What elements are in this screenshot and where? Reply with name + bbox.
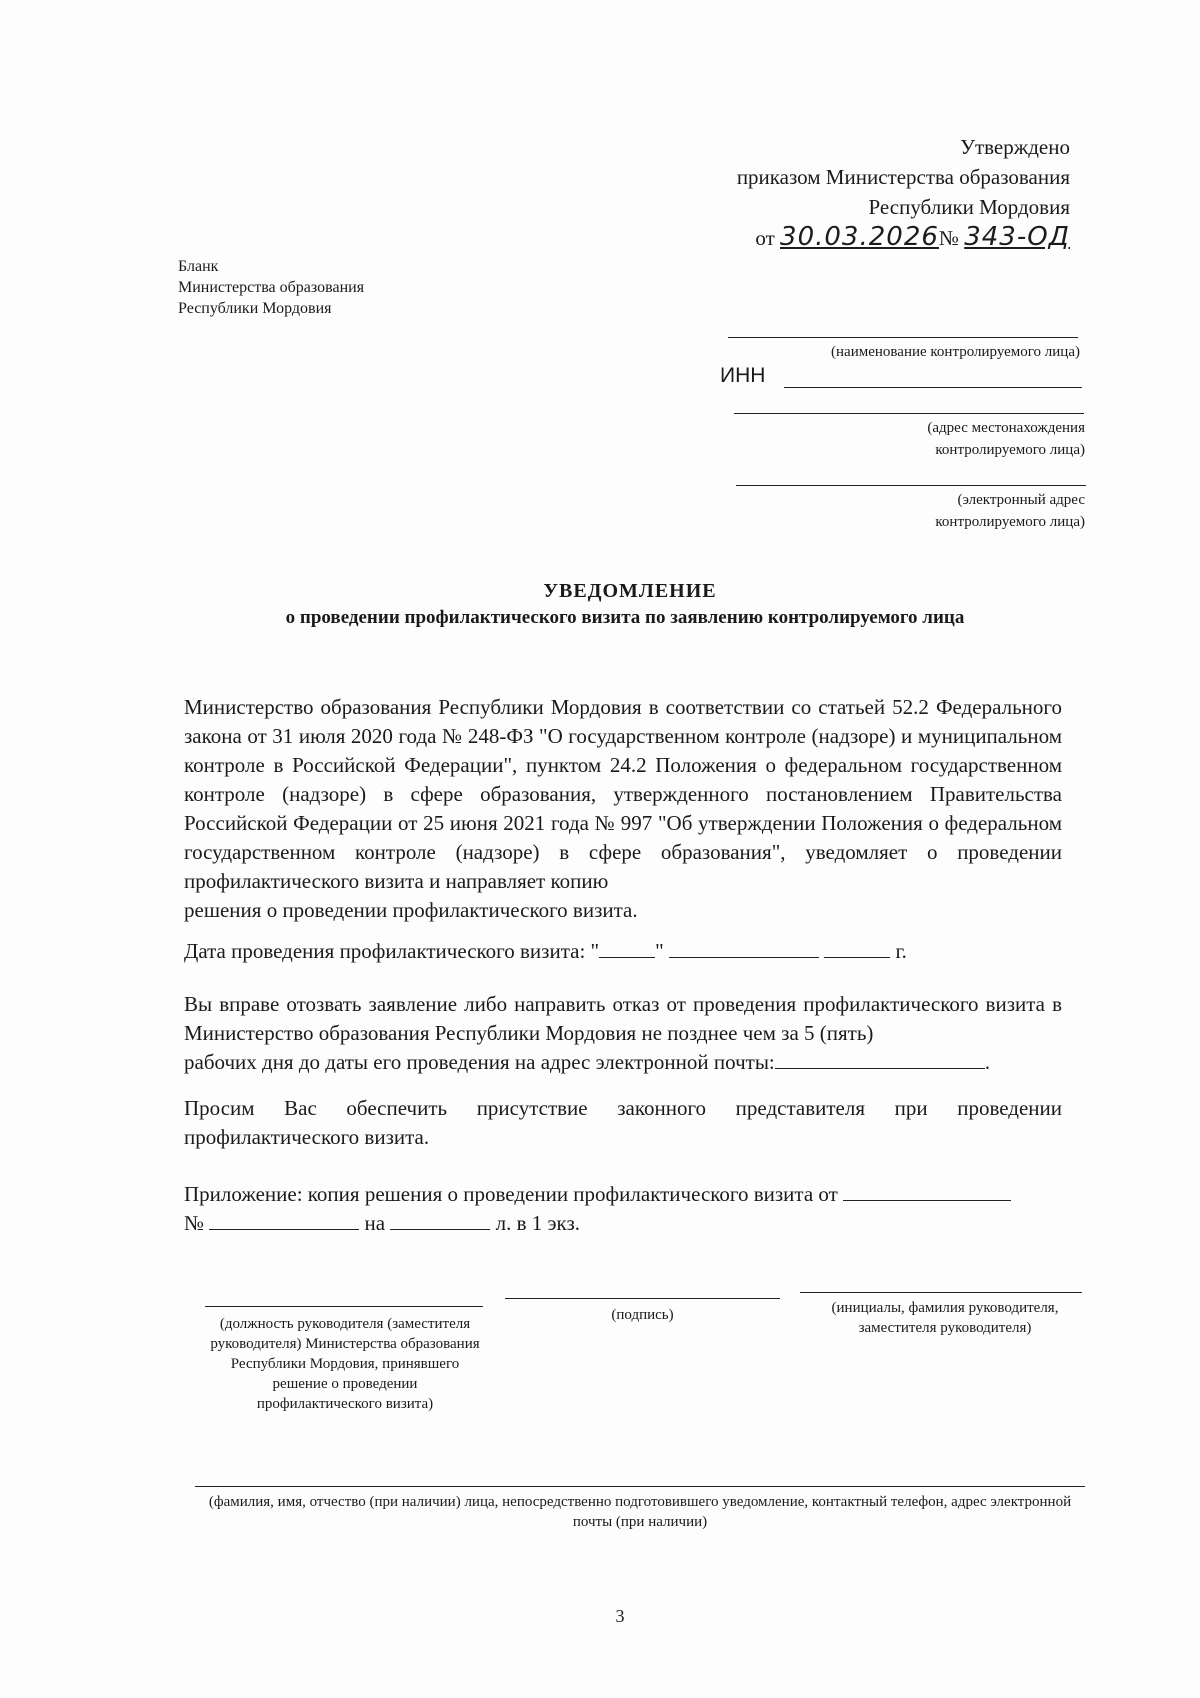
attachment-tail: л. в 1 экз.	[495, 1211, 580, 1235]
addressee-address-caption-2: контролируемого лица)	[935, 442, 1085, 458]
approval-block	[550, 132, 1070, 253]
addressee-address-line[interactable]	[734, 413, 1084, 414]
approval-date-line	[550, 222, 1070, 253]
withdrawal-email-field[interactable]	[775, 1050, 985, 1069]
paragraph-withdrawal-last-line	[184, 1048, 1062, 1077]
preparer-line[interactable]	[195, 1486, 1085, 1487]
approval-number-handwritten: 343-ОД	[964, 222, 1070, 252]
paragraph-representative	[184, 1094, 1062, 1152]
attachment-number-symbol: №	[184, 1211, 205, 1235]
addressee-address-caption-1: (адрес местонахождения	[927, 420, 1085, 436]
letterhead-ministry: Министерства образования	[178, 279, 365, 296]
attachment-line-2	[184, 1209, 1062, 1238]
visit-date-label: Дата проведения профилактического визита: "	[184, 939, 600, 963]
approval-date-prefix: от	[755, 226, 775, 250]
signature-caption: (подпись)	[611, 1307, 674, 1323]
visit-date-suffix: г.	[895, 939, 907, 963]
paragraph-withdrawal-text: Вы вправе отозвать заявление либо направить отказ от проведения профилактического визита в Министерство образования Республики Мордовия не позднее чем за 5 (пять)	[184, 992, 1062, 1045]
letterhead-region: Республики Мордовия	[178, 300, 332, 317]
signature-line[interactable]	[505, 1298, 780, 1299]
visit-date-month-field[interactable]	[669, 939, 819, 958]
paragraph-withdrawal-end: .	[984, 1050, 991, 1074]
initials-caption: (инициалы, фамилия руководителя, заместителя руководителя)	[831, 1300, 1059, 1336]
visit-date-year-field[interactable]	[824, 939, 890, 958]
attachment-date-field[interactable]	[843, 1182, 1011, 1201]
approval-number-symbol: №	[938, 226, 959, 250]
paragraph-representative-text: Просим Вас обеспечить присутствие законного представителя при проведении	[184, 1096, 1062, 1120]
approval-date-handwritten: 30.03.2026	[780, 222, 939, 252]
attachment-pages-field[interactable]	[390, 1211, 490, 1230]
paragraph-legal-basis-last-line: решения о проведении профилактического визита.	[184, 898, 638, 922]
attachment-number-field[interactable]	[209, 1211, 359, 1230]
preparer-caption: (фамилия, имя, отчество (при наличии) лица, непосредственно подготовившего уведомление, контактный телефон, адрес электронной почты (при наличии)	[208, 1494, 1072, 1530]
attachment-label: Приложение: копия решения о проведении профилактического визита от	[184, 1182, 838, 1206]
addressee-name-line[interactable]	[728, 337, 1078, 338]
document-title: УВЕДОМЛЕНИЕ	[543, 580, 717, 602]
approval-order: приказом Министерства образования	[736, 165, 1070, 189]
paragraph-withdrawal	[184, 990, 1062, 1077]
position-caption: (должность руководителя (заместителя руководителя) Министерства образования Республики Мордовия, принявшего решение о проведении профилактического визита)	[210, 1316, 480, 1412]
addressee-email-caption-2: контролируемого лица)	[935, 514, 1085, 530]
attachment-line-1	[184, 1180, 1062, 1209]
approval-title: Утверждено	[960, 135, 1070, 159]
visit-date-day-field[interactable]	[599, 939, 655, 958]
letterhead-blank: Бланк	[178, 258, 219, 275]
inn-label: ИНН	[720, 364, 766, 387]
letterhead-block	[178, 256, 364, 319]
paragraph-withdrawal-email-label: рабочих дня до даты его проведения на адрес электронной почты:	[184, 1050, 775, 1074]
page-number: 3	[615, 1606, 625, 1626]
paragraph-legal-basis-text: Министерство образования Республики Мордовия в соответствии со статьей 52.2 Федерального закона от 31 июля 2020 года № 248-ФЗ "О государственном контроле (надзоре) и муниципальном контроле в Российской Федерации", пунктом 24.2 Положения о федеральном государственном контроле (надзоре) в сфере образования, утвержденного постановлением Правительства Российской Федерации от 25 июня 2021 года № 997 "Об утверждении Положения о федеральном государственном контроле (надзоре) в сфере образования", уведомляет о проведении профилактического визита и направляет копию	[184, 695, 1062, 893]
inn-line[interactable]	[784, 387, 1082, 388]
visit-date-quote-close: "	[655, 939, 664, 963]
attachment-on: на	[364, 1211, 386, 1235]
paragraph-legal-basis	[184, 693, 1062, 925]
attachment-block	[184, 1180, 1062, 1238]
addressee-email-caption-1: (электронный адрес	[957, 492, 1085, 508]
visit-date-line	[184, 937, 1062, 966]
initials-line[interactable]	[800, 1292, 1082, 1293]
paragraph-representative-last-line: профилактического визита.	[184, 1125, 430, 1149]
approval-region: Республики Мордовия	[868, 195, 1070, 219]
document-subtitle: о проведении профилактического визита по заявлению контролируемого лица	[285, 607, 965, 628]
addressee-email-line[interactable]	[736, 485, 1086, 486]
addressee-name-caption: (наименование контролируемого лица)	[831, 344, 1080, 360]
position-line[interactable]	[205, 1306, 483, 1307]
